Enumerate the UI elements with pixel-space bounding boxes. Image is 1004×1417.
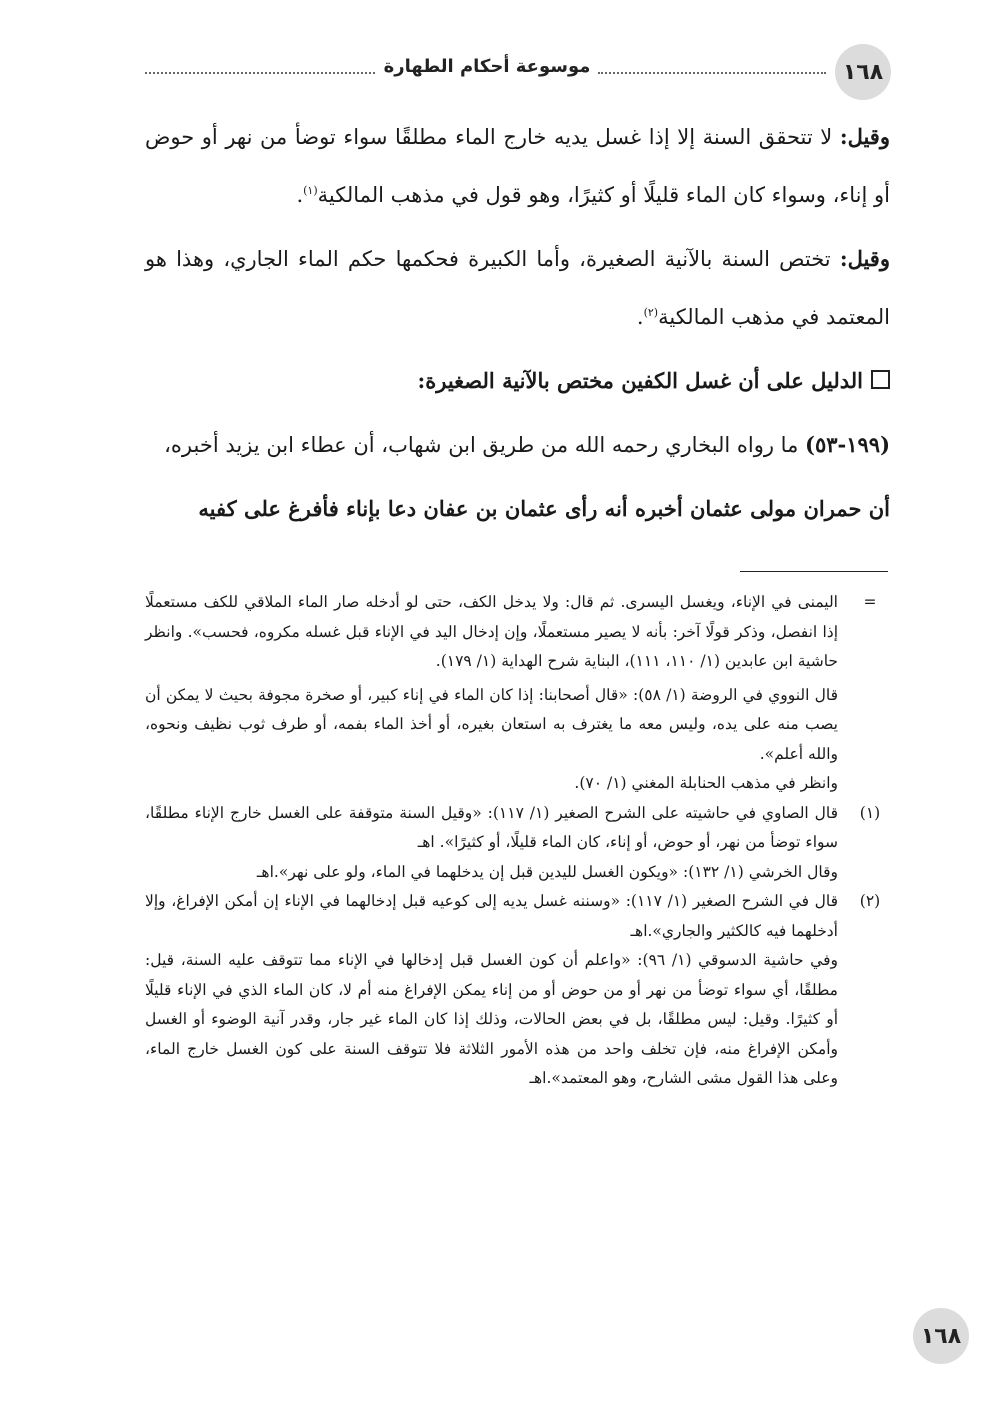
- footer-page-number-badge: [913, 1308, 969, 1364]
- paragraph-text: ما رواه البخاري رحمه الله من طريق ابن شهاب، أن عطاء ابن يزيد أخبره،: [164, 433, 805, 457]
- paragraph-keyword: وقيل:: [839, 246, 890, 271]
- header-dotted-leader: [598, 72, 826, 74]
- header-dotted-leader: [145, 72, 375, 74]
- footnote-text: اليمنى في الإناء، ويغسل اليسرى. ثم قال: ولا يدخل الكف، حتى لو أدخله صار الماء الملاقي للكف مستعملًا إذا انفصل، وذكر قولًا آخر: بأنه لا يصير مستعملًا، وإن إدخال اليد في الإناء قبل غسله مكروه، فحسب». وانظر حاشية ابن عابدين (١/ ١١٠، ١١١)، البناية شرح الهداية (١/ ١٧٩).: [145, 593, 838, 670]
- continuation-mark: =: [863, 593, 877, 611]
- footnote-separator: [740, 571, 888, 572]
- footnote-ref[interactable]: (٢): [643, 306, 659, 319]
- footnote-paragraph: قال النووي في الروضة (١/ ٥٨): «قال أصحابنا: إذا كان الماء في إناء كبير، أو صخرة مجوفة بحيث لا يمكن أن يصب منه على يده، وليس معه ما يغترف به استعان بغيره، أو أخذ الماء بفمه، أو طرف ثوب نظيف ونحوه، والله أعلم».: [145, 685, 838, 763]
- footnote-2: [145, 887, 890, 946]
- footnote-1: [145, 799, 890, 858]
- page-number: ١٦٨: [842, 59, 884, 85]
- hadith-number: (١٩٩-٥٣): [805, 432, 890, 457]
- footnotes: [145, 588, 890, 1094]
- footnote-number: (١): [859, 803, 881, 822]
- footnote-text: قال الصاوي في حاشيته على الشرح الصغير (١/ ١١٧): «وقيل السنة متوقفة على الغسل خارج الإناء مطلقًا، سواء توضأ من نهر، أو حوض، أو إناء، كان الماء قليلًا، أو كثيرًا». اهـ: [145, 803, 839, 851]
- paragraph-end: .: [636, 305, 644, 329]
- checkbox-square-icon: [871, 370, 890, 389]
- main-text: [145, 108, 890, 538]
- paragraph: [145, 230, 890, 346]
- paragraph-text: لا تتحقق السنة إلا إذا غسل يديه خارج الماء مطلقًا سواء توضأ من نهر أو حوض أو إناء، وسواء كان الماء قليلًا أو كثيرًا، وهو قول في مذهب المالكية: [145, 125, 890, 207]
- footnote-continuation: [145, 588, 890, 677]
- paragraph: [145, 416, 890, 474]
- hadith-text: أن حمران مولى عثمان أخبره أنه رأى عثمان بن عفان دعا بإناء فأفرغ على كفيه: [198, 496, 890, 521]
- page-number-badge: [835, 44, 891, 100]
- footnote-paragraph: وانظر في مذهب الحنابلة المغني (١/ ٧٠).: [574, 774, 838, 792]
- footer-page-number: ١٦٨: [920, 1323, 962, 1349]
- section-heading-text: الدليل على أن غسل الكفين مختص بالآنية الصغيرة:: [417, 368, 863, 393]
- footnote-number: (٢): [859, 892, 881, 910]
- footnote-paragraph: وفي حاشية الدسوقي (١/ ٩٦): «واعلم أن كون الغسل قبل إدخالها في الإناء مما تتوقف عليه السنة، قيل: مطلقًا، أي سواء توضأ من نهر أو من حوض أو من إناء يمكن الإفراغ منه أم لا، كان الماء الذي في الإناء قليلًا أو كثيرًا. وقيل: ليس مطلقًا، بل في بعض الحالات، وذلك إذا كان الماء غير جار، وقدر آنية الوضوء أو الغسل وأمكن الإفراغ منه، فإن تخلف واحد من هذه الأمور الثلاثة فلا تتوقف السنة على كون الغسل خارج الماء، وعلى هذا القول مشى الشارح، وهو المعتمد».اهـ: [145, 951, 838, 1087]
- paragraph-text: تختص السنة بالآنية الصغيرة، وأما الكبيرة فحكمها حكم الماء الجاري، وهذا هو المعتمد في مذهب المالكية: [145, 247, 890, 329]
- footnote-text: قال في الشرح الصغير (١/ ١١٧): «وسننه غسل يديه إلى كوعيه قبل إدخالهما في الإناء إن أمكن الإفراغ، وإلا أدخلهما فيه كالكثير والجاري».اهـ: [145, 892, 838, 940]
- section-heading: [145, 352, 890, 410]
- paragraph-end: .: [296, 183, 304, 207]
- running-header-title: موسوعة أحكام الطهارة: [383, 56, 591, 77]
- paragraph: [145, 108, 890, 224]
- paragraph-keyword: وقيل:: [839, 124, 890, 149]
- footnote-ref[interactable]: (١): [303, 184, 318, 197]
- footnote-paragraph: وقال الخرشي (١/ ١٣٢): «ويكون الغسل لليدين قبل إن يدخلهما في الماء، ولو على نهر».اهـ: [256, 862, 838, 881]
